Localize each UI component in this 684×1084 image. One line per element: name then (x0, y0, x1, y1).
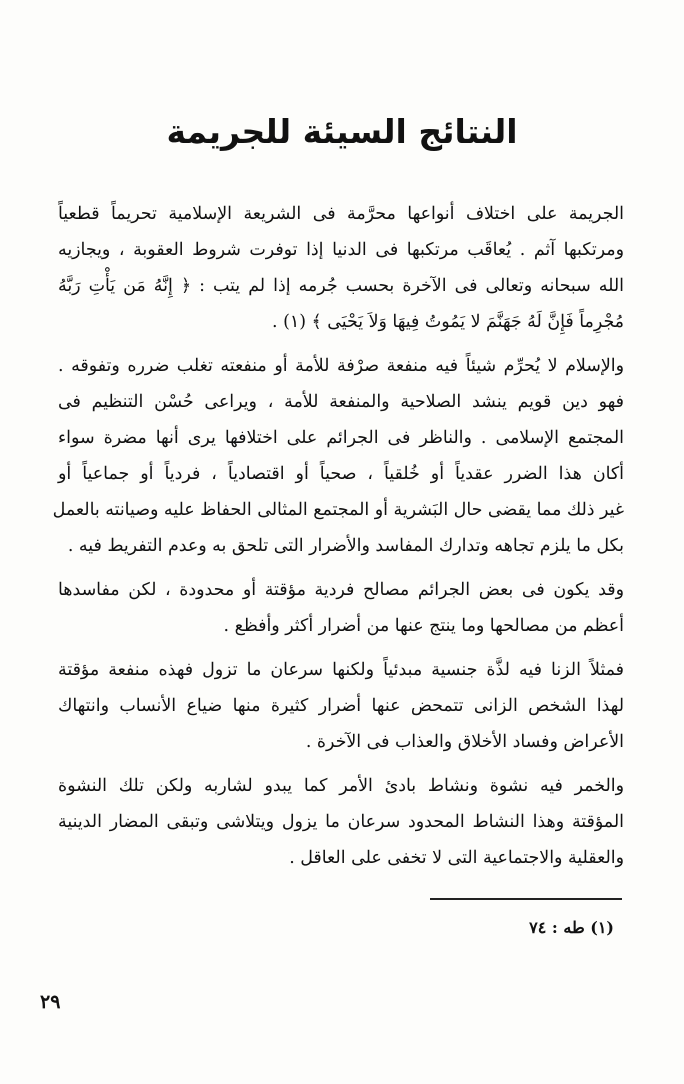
text-line: أعظم من مصالحها وما ينتج عنها من أضرار أكثر وأفظع . (223, 616, 624, 636)
paragraph-5 (58, 768, 624, 876)
footnote: (١) طه : ٧٤ (529, 918, 614, 937)
paragraph-4 (58, 652, 624, 760)
footnote-divider (430, 898, 622, 900)
text-line: فمثلاً الزنا فيه لذَّة جنسية مبدئياً ولكنها سرعان ما تزول فهذه منفعة مؤقتة (58, 660, 624, 680)
text-line: أكان هذا الضرر عقدياً أو خُلقياً ، صحياً أو اقتصادياً ، فردياً أو جماعياً أو (58, 464, 624, 484)
paragraph-3 (58, 572, 624, 644)
paragraph-2 (52, 348, 624, 564)
text-line: الله سبحانه وتعالى فى الآخرة بحسب جُرمه إذا لم يتب : ﴿ إِنَّهُ مَن يَأْتِ رَبَّهُ (58, 276, 624, 296)
text-line: بكل ما يلزم تجاهه وتدارك المفاسد والأضرار التى تلحق به وعدم التفريط فيه . (67, 536, 624, 556)
paragraph-1 (58, 196, 624, 340)
text-line: لهذا الشخص الزانى تتمحض عنها أضرار كثيرة منها ضياع الأنساب وانتهاك (58, 696, 624, 716)
text-line: ومرتكبها آثم . يُعاقَب مرتكبها فى الدنيا إذا توفرت شروط العقوبة ، ويجازيه (58, 240, 624, 260)
text-line: غير ذلك مما يقضى حال البَشرية أو المجتمع المثالى الحفاظ عليه وصيانته بالعمل (52, 500, 624, 520)
body-text (52, 196, 624, 876)
text-line: فهو دين قويم ينشد الصلاحية والمنفعة للأمة ، ويراعى حُسْن التنظيم فى (58, 392, 624, 412)
text-line: والعقلية والاجتماعية التى لا تخفى على العاقل . (289, 848, 624, 868)
text-line: المؤقتة وهذا النشاط المحدود سرعان ما يزول ويتلاشى وتبقى المضار الدينية (58, 812, 624, 832)
text-line: والخمر فيه نشوة ونشاط بادئ الأمر كما يبدو لشاربه ولكن تلك النشوة (58, 776, 624, 796)
text-line: وقد يكون فى بعض الجرائم مصالح فردية مؤقتة أو محدودة ، لكن مفاسدها (58, 580, 624, 600)
page-number: ٢٩ (40, 991, 61, 1013)
chapter-title: النتائج السيئة للجريمة (166, 112, 518, 151)
text-line: والإسلام لا يُحرِّم شيئاً فيه منفعة صرْفة للأمة أو منفعته تغلب ضرره وتفوقه . (58, 356, 624, 376)
text-line: الأعراض وفساد الأخلاق والعذاب فى الآخرة . (305, 732, 624, 752)
text-line: المجتمع الإسلامى . والناظر فى الجرائم على اختلافها يرى أنها مضرة سواء (58, 428, 624, 448)
text-line: الجريمة على اختلاف أنواعها محرَّمة فى الشريعة الإسلامية تحريماً قطعياً (58, 204, 624, 224)
text-line: مُجْرِماً فَإِنَّ لَهُ جَهَنَّمَ لا يَمُوتُ فِيهَا وَلاَ يَحْيَى ﴾ (١) . (272, 312, 624, 332)
